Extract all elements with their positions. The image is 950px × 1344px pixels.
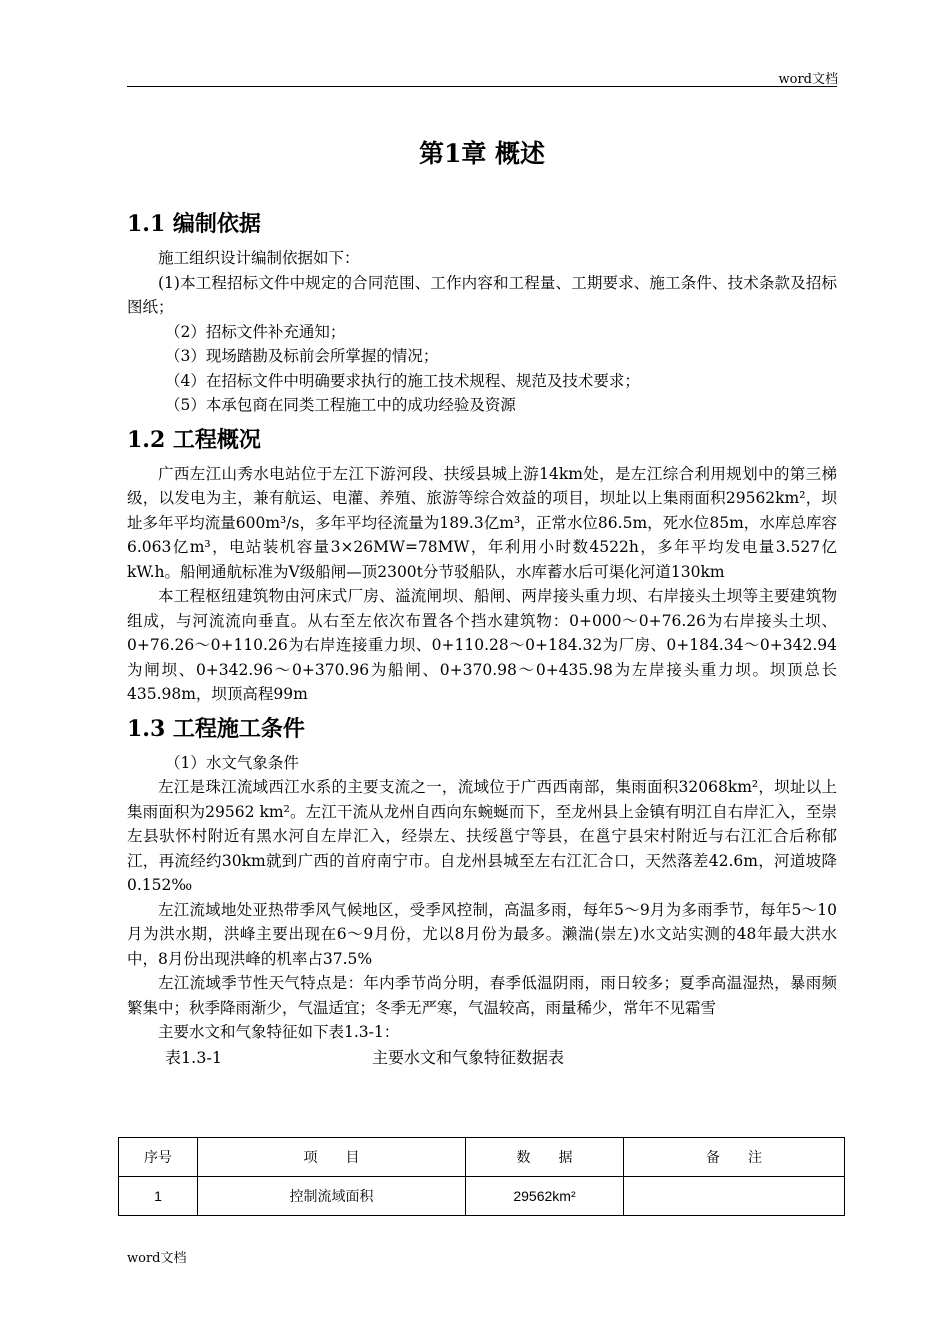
table-header-cell: 项 目 xyxy=(198,1138,466,1177)
data-table xyxy=(118,1137,845,1216)
paragraph: 左江流域季节性天气特点是：年内季节尚分明，春季低温阴雨，雨日较多；夏季高温湿热，暴雨频繁集中；秋季降雨渐少，气温适宜；冬季无严寒，气温较高，雨量稀少，常年不见霜雪 xyxy=(127,974,837,1017)
paragraph: 广西左江山秀水电站位于左江下游河段、扶绥县城上游14km处，是左江综合利用规划中的第三梯级，以发电为主，兼有航运、电灌、养殖、旅游等综合效益的项目，坝址以上集雨面积29562km²，坝址多年平均流量600m³/s，多年平均径流量为189.3亿m³，正常水位86.5m，死水位85m，水库总库容6.063亿m³，电站装机容量3×26MW=78MW，年利用小时数4522h，多年平均发电量3.527亿kW.h。船闸通航标准为Ⅴ级船闸—顶2300t分节驳船队，水库蓄水后可渠化河道130km xyxy=(127,464,837,581)
chapter-title: 第1章 概述 xyxy=(418,139,546,168)
table-cell xyxy=(624,1177,845,1216)
table-header-cell: 序号 xyxy=(119,1138,198,1177)
paragraph: 施工组织设计编制依据如下： xyxy=(158,249,360,267)
list-item: （2）招标文件补充通知； xyxy=(165,322,346,341)
table-cell: 控制流域面积 xyxy=(198,1177,466,1216)
page-header: word文档 xyxy=(778,72,838,87)
table-header-cell: 备 注 xyxy=(624,1138,845,1177)
list-item: （3）现场踏勘及标前会所掌握的情况； xyxy=(165,347,439,365)
header-rule xyxy=(127,86,837,87)
list-item: （5）本承包商在同类工程施工中的成功经验及资源 xyxy=(165,396,516,414)
page-footer: word文档 xyxy=(127,1251,187,1266)
subsection-label: （1）水文气象条件 xyxy=(165,753,299,772)
list-item: (1)本工程招标文件中规定的合同范围、工作内容和工程量、工期要求、施工条件、技术条款及招标图纸； xyxy=(127,273,837,316)
list-item: （4）在招标文件中明确要求执行的施工技术规程、规范及技术要求； xyxy=(165,371,640,390)
table-cell: 29562km² xyxy=(466,1177,624,1216)
document-body xyxy=(127,130,837,1069)
section-heading-1-2: 1.2 工程概况 xyxy=(127,426,261,453)
paragraph: 左江流域地处亚热带季风气候地区，受季风控制，高温多雨，每年5～9月为多雨季节，每年5～10月为洪水期，洪峰主要出现在6～9月份，尤以8月份为最多。濑湍(崇左)水文站实测的48年最大洪水中，8月份出现洪峰的机率占37.5% xyxy=(127,900,837,968)
table-caption xyxy=(127,1045,837,1070)
table-header-cell: 数 据 xyxy=(466,1138,624,1177)
table-cell: 1 xyxy=(119,1177,198,1216)
table-row xyxy=(119,1177,845,1216)
paragraph: 左江是珠江流域西江水系的主要支流之一，流域位于广西西南部，集雨面积32068km²，坝址以上集雨面积为29562 km²。左江干流从龙州自西向东蜿蜒而下，至龙州县上金镇有明江自右岸汇入，至崇左县驮怀村附近有黑水河自左岸汇入，经崇左、扶绥邕宁等县，在邕宁县宋村附近与右江汇合后称郁江，再流经约30km就到广西的首府南宁市。自龙州县城至左右江汇合口，天然落差42.6m，河道坡降0.152‰ xyxy=(127,778,837,894)
section-heading-1-1: 1.1 编制依据 xyxy=(127,211,261,237)
section-heading-1-3: 1.3 工程施工条件 xyxy=(127,715,305,742)
paragraph: 主要水文和气象特征如下表1.3-1： xyxy=(158,1023,400,1041)
table-number: 表1.3-1 xyxy=(165,1047,223,1067)
paragraph: 本工程枢纽建筑物由河床式厂房、溢流闸坝、船闸、两岸接头重力坝、右岸接头土坝等主要建筑物组成，与河流流向垂直。从右至左依次布置各个挡水建筑物：0+000～0+76.26为右岸接头土坝、0+76.26～0+110.26为右岸连接重力坝、0+110.28～0+184.32为厂房、0+184.34～0+342.94为闸坝、0+342.96～0+370.96为船闸、0+370.98～0+435.98为左岸接头重力坝。坝顶总长435.98m，坝顶高程99m xyxy=(127,587,837,703)
table-header-row xyxy=(119,1138,845,1177)
table-title: 主要水文和气象特征数据表 xyxy=(372,1047,565,1067)
